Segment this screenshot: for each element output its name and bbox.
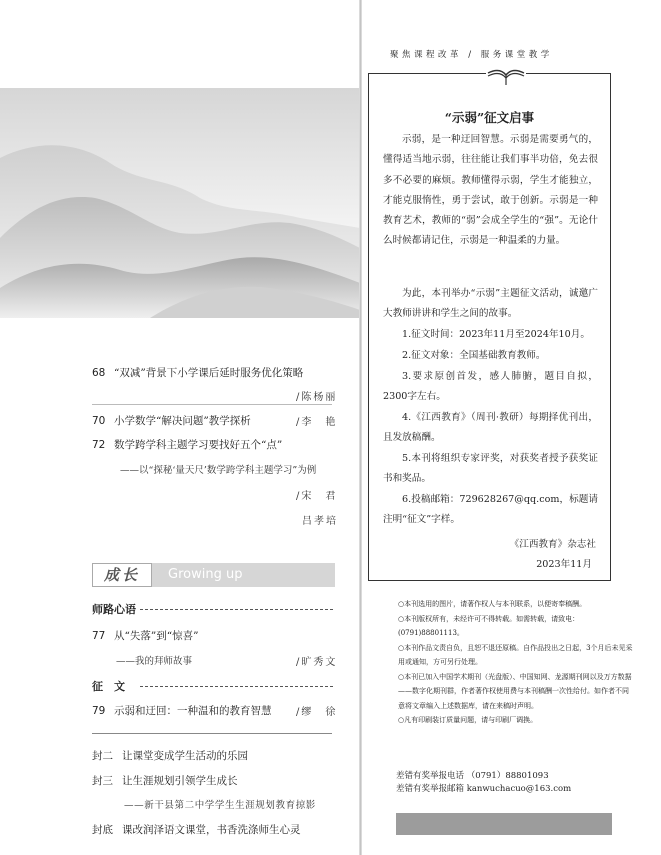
- note-line: ○凡有印刷装订质量问题，请与印刷厂调换。: [398, 716, 538, 724]
- ink-landscape-illustration: [0, 88, 360, 318]
- cover-label: 封二: [92, 750, 113, 762]
- cover-entry-2: [92, 748, 248, 763]
- notice-paragraph-1: 示弱，是一种迂回智慧。示弱是需要勇气的，懂得适当地示弱，往往能让我们事半功倍，免去很多不必要的麻烦。教师懂得示弱，学生才能独立，才能克服惰性，勇于尝试，敢于创新。示弱是一种教育艺术，教师的“弱”会成全学生的“强”。无论什么时候都请记住，示弱是一种温柔的力量。: [383, 134, 598, 247]
- toc-title: “双减”背景下小学课后延时服务优化策略: [114, 367, 304, 379]
- cover-label: 封三: [92, 775, 113, 787]
- toc-page-number: 79: [92, 705, 106, 717]
- report-phone: 差错有奖举报电话 （0791）88801093: [396, 771, 549, 781]
- toc-title: 数学跨学科主题学习要找好五个“点”: [114, 439, 283, 451]
- call-for-papers-box: [368, 73, 611, 581]
- toc-entry-77: [92, 628, 198, 643]
- toc-author: /宋 君: [296, 491, 338, 502]
- notice-item-4: 4.《江西教育》（周刊·教研）每期择优刊出，且发放稿酬。: [383, 412, 598, 444]
- notice-item-2: 2.征文对象：全国基础教育教师。: [402, 350, 546, 361]
- dotted-leader: [140, 686, 333, 687]
- toc-entry-70: [92, 413, 251, 428]
- notice-date: 2023年11月: [536, 559, 592, 570]
- notice-title: “示弱”征文启事: [444, 110, 535, 125]
- toc-entry-68: [92, 365, 303, 380]
- note-line: ○本刊版权所有，未经许可不得转载。如需转载，请致电：(0791)88801113。: [398, 614, 580, 637]
- toc-title: 从“失落”到“惊喜”: [114, 630, 199, 642]
- notice-signature: 《江西教育》杂志社: [509, 539, 596, 550]
- open-book-icon: [486, 67, 526, 87]
- dotted-leader: [140, 609, 333, 610]
- cover-title: 让课堂变成学生活动的乐园: [122, 750, 248, 762]
- divider: [92, 733, 332, 734]
- notice-item-5: 5.本刊将组织专家评奖，对获奖者授予获奖证书和奖品。: [383, 453, 598, 485]
- notice-paragraph-2: 为此，本刊举办“示弱”主题征文活动，诚邀广大教师讲讲和学生之间的故事。: [383, 288, 598, 320]
- toc-page-number: 70: [92, 415, 106, 427]
- toc-page-number: 77: [92, 630, 106, 642]
- cover-title: 课改润泽语文课堂，书香洗涤师生心灵: [122, 824, 301, 836]
- toc-title: 示弱和迂回：一种温和的教育智慧: [114, 705, 272, 717]
- cover-subtitle: ——新干县第二中学学生生涯规划教育掠影: [124, 800, 316, 811]
- section-band-en: Growing up: [168, 567, 243, 582]
- toc-title: 小学数学“解决问题”教学探析: [114, 415, 251, 427]
- toc-author: /陈杨丽: [296, 392, 338, 403]
- cover-label: 封底: [92, 824, 113, 836]
- note-line: ○本刊已加入中国学术期刊（光盘版）、中国知网、龙源期刊网以及万方数据——数字化期刊群，作者著作权使用费与本刊稿酬一次性给付。如作者不同意将文章编入上述数据库，请在来稿时声明。: [398, 672, 632, 710]
- section-band: [92, 563, 335, 587]
- error-report-contact: [396, 770, 571, 796]
- cover-entry-back: [92, 822, 301, 837]
- running-header: 聚焦课程改革 / 服务课堂教学: [390, 50, 553, 60]
- toc-page-number: 72: [92, 439, 106, 451]
- footer-band: [396, 813, 612, 835]
- cover-entry-3: [92, 773, 238, 788]
- toc-page-number: 68: [92, 367, 106, 379]
- toc-subtitle: ——我的拜师故事: [116, 656, 193, 667]
- notice-item-1: 1.征文时间：2023年11月至2024年10月。: [402, 329, 590, 340]
- note-line: ○本刊作品文责自负，且恕不退还原稿。自作品投出之日起，3个月后未见采用或通知，方可另行处理。: [398, 643, 633, 666]
- toc-subtitle: ——以“探秘‘量天尺’数学跨学科主题学习”为例: [120, 465, 317, 476]
- right-page: [362, 0, 661, 855]
- cover-title: 让生涯规划引领学生成长: [122, 775, 238, 787]
- note-line: ○本刊选用的图片，请著作权人与本刊联系，以便寄奉稿酬。: [398, 600, 587, 608]
- toc-author-2: 吕孝培: [302, 516, 338, 527]
- section-heading: 师路心语: [92, 603, 136, 616]
- toc-entry-72: [92, 437, 282, 452]
- divider: [92, 404, 332, 405]
- section-heading: 征 文: [92, 680, 125, 693]
- notice-item-6: 6.投稿邮箱：729628267@qq.com，标题请注明“征文”字样。: [383, 494, 598, 526]
- toc-author: /缪 徐: [296, 707, 338, 718]
- report-email: 差错有奖举报邮箱 kanwuchacuo@163.com: [396, 784, 572, 794]
- toc-author: /旷秀文: [296, 657, 338, 668]
- toc-entry-79: [92, 703, 272, 718]
- section-band-cn: 成长: [92, 563, 152, 587]
- toc-author: /李 艳: [296, 417, 338, 428]
- publication-notes: [398, 597, 634, 728]
- notice-item-3: 3.要求原创首发，感人肺腑，题目自拟，2300字左右。: [383, 371, 598, 403]
